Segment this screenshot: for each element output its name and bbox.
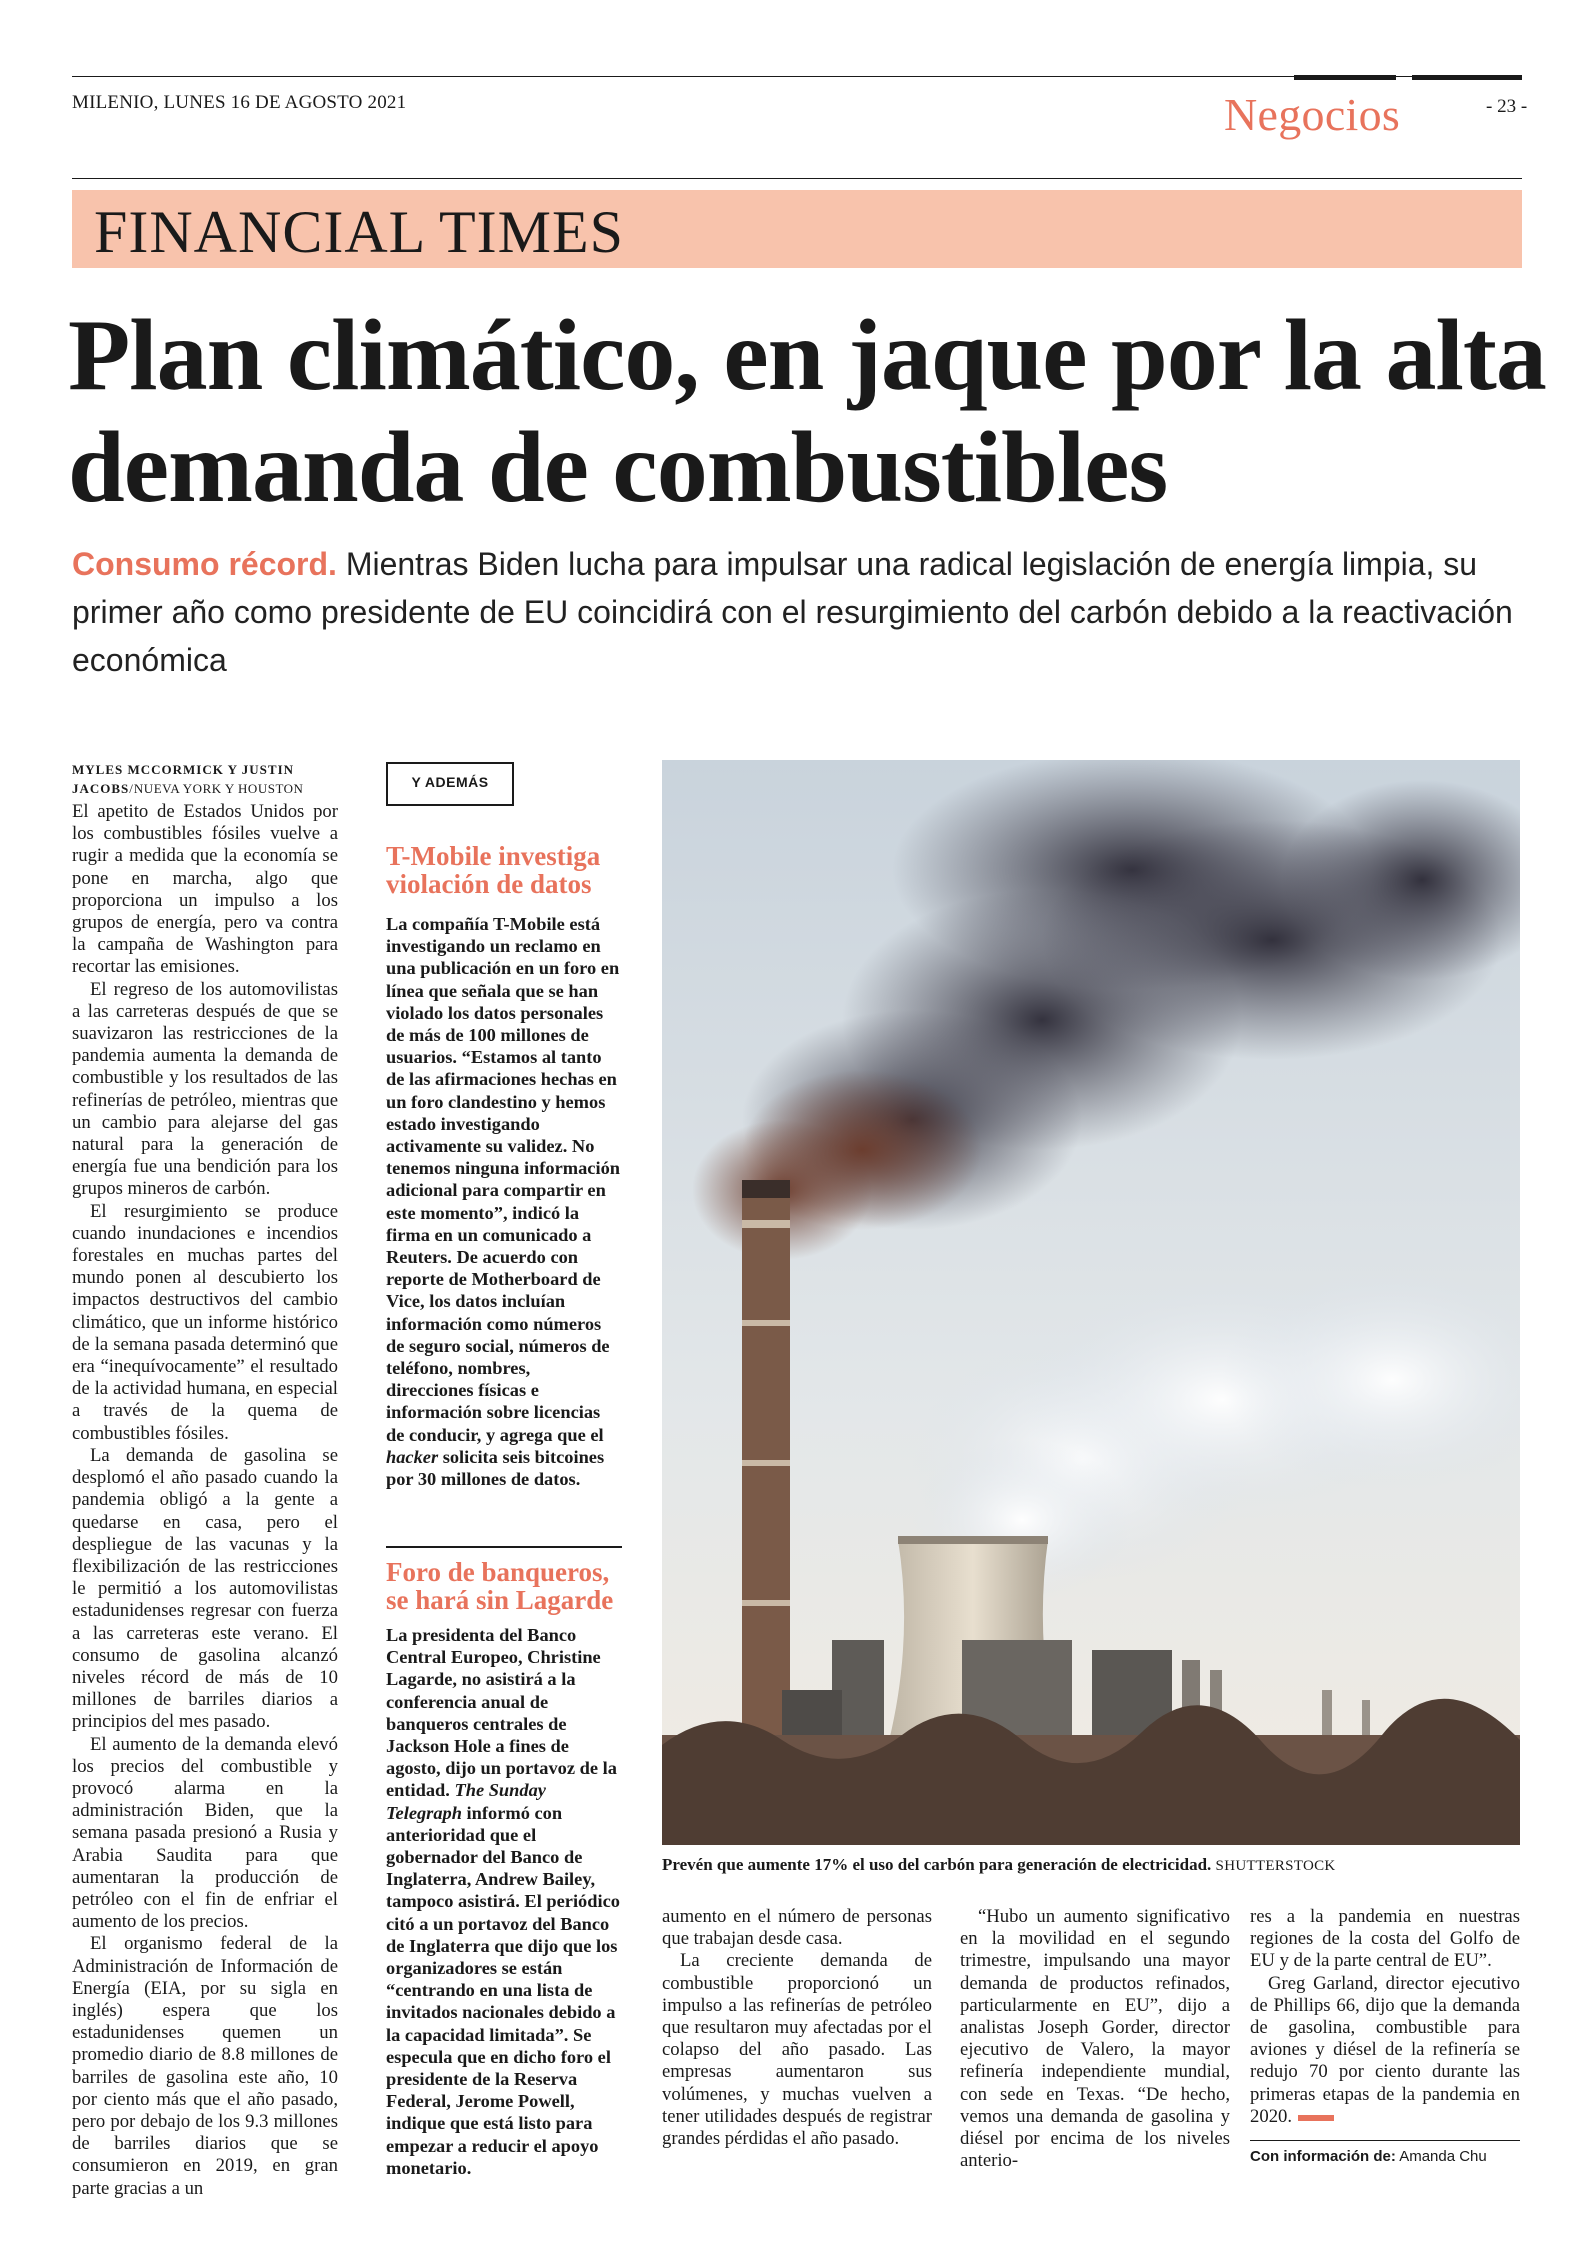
- paragraph: La demanda de gasolina se desplomó el año pasado cuando la pandemia obligó a la gente a quedarse en casa, pero el despliegue de las vacunas y la flexibilización de las restricciones le permitió a los automovilistas estadunidenses regresar con fuerza a las carreteras este verano. El consumo de gasolina alcanzó niveles récord de más de 10 millones de barriles diarios a principios del mes pasado.: [72, 1444, 338, 1733]
- paragraph: El organismo federal de la Administración de Información de Energía (EIA, por su sigla en inglés) espera que los estadunidenses quemen un promedio diario de 8.8 millones de barriles de gasolina este año, 10 por ciento más que el año pasado, pero por debajo de los 9.3 millones de barriles diarios que se consumieron en 2019, en gran parte gracias a un: [72, 1933, 338, 2199]
- article-column-1: [72, 801, 338, 2200]
- article-column-3: [662, 1906, 932, 2150]
- section-name: Negocios: [1224, 89, 1401, 140]
- paragraph: [1250, 1973, 1520, 2128]
- headline: Plan climático, en jaque por la alta demanda de combustibles: [68, 299, 1546, 524]
- sidebar-label: Y ADEMÁS: [411, 774, 489, 790]
- brief-text: La presidenta del Banco Central Europeo, Christine Lagarde, no asistirá a la conferencia anual de banqueros centrales de Jackson Hole a fines de agosto, dijo un portavoz de la entidad.: [386, 1625, 617, 1801]
- end-mark: [1298, 2115, 1334, 2121]
- byline-names: MYLES MCCORMICK Y JUSTIN JACOBS: [72, 762, 295, 796]
- deck-text: Mientras Biden lucha para impulsar una radical legislación de energía limpia, su primer año como presidente de EU coincidirá con el resurgimiento del carbón debido a la reactivación económica: [72, 546, 1513, 678]
- caption-text: Prevén que aumente 17% el uso del carbón para generación de electricidad.: [662, 1855, 1212, 1874]
- deck: [72, 540, 1552, 684]
- power-plant-illustration: [662, 760, 1520, 1845]
- paragraph: La creciente demanda de combustible proporcionó un impulso a las refinerías de petróleo que resultaron muy afectadas por el colapso del año pasado. Las empresas aumentaron sus volúmenes, y muchas vuelven a tener utilidades después de registrar grandes pérdidas el año pasado.: [662, 1950, 932, 2150]
- byline-separator: /: [129, 781, 134, 796]
- article-column-5: [1250, 1906, 1520, 2128]
- paragraph: “Hubo un aumento significativo en la movilidad en el segundo trimestre, impulsando una mayor demanda de productos refinados, particularmente en EU”, dijo a analistas Joseph Gorder, director ejecutivo de Valero, la mayor refinería independiente mundial, con sede en Texas. “De hecho, vemos una demanda de gasolina y diésel por encima de los niveles anterio-: [960, 1906, 1230, 2172]
- masthead-title: FINANCIAL TIMES: [94, 199, 625, 265]
- brief-text: La compañía T-Mobile está investigando un reclamo en una publicación en un foro en línea que señala que se han violado los datos personales de más de 100 millones de usuarios. “Estamos al tanto de las afirmaciones hechas en un foro clandestino y hemos estado investigando activamente su validez. No tenemos ninguna información adicional para compartir en este momento”, indicó la firma en un comunicado a Reuters. De acuerdo con reporte de Motherboard de Vice, los datos incluían información como números de seguro social, números de teléfono, nombres, direcciones físicas e información sobre licencias de conducir, y agrega que el: [386, 914, 620, 1445]
- paragraph: res a la pandemia en nuestras regiones de la costa del Golfo de EU y de la parte central de EU”.: [1250, 1906, 1520, 1972]
- power-plant-photo: [662, 760, 1520, 1845]
- brief-body: [386, 913, 622, 1490]
- header-accent-bar: [1412, 75, 1522, 80]
- brief-title: T-Mobile investiga violación de datos: [386, 841, 601, 899]
- brief-paragraph: [386, 913, 622, 1490]
- brief-divider: [386, 1546, 622, 1548]
- folio-date: MILENIO, LUNES 16 DE AGOSTO 2021: [72, 92, 407, 113]
- photo-credit: SHUTTERSTOCK: [1215, 1858, 1336, 1874]
- credit-rule: [1250, 2140, 1520, 2141]
- article-column-4: [960, 1906, 1230, 2172]
- brief-body: [386, 1624, 622, 2179]
- brief-paragraph: [386, 1624, 622, 2179]
- brief-text: informó con anterioridad que el gobernador del Banco de Inglaterra, Andrew Bailey, tampoco asistirá. El periódico citó a un portavoz del Banco de Inglaterra que dijo que los organizadores se están “centrando en una lista de invitados nacionales debido a la capacidad limitada”. Se especula que en dicho foro el presidente de la Reserva Federal, Jerome Powell, indique que está listo para empezar a reducir el apoyo monetario.: [386, 1802, 620, 2178]
- paragraph: El apetito de Estados Unidos por los combustibles fósiles vuelve a rugir a medida que la economía se pone en marcha, algo que proporciona un impulso a los grupos de energía, pero va contra la campaña de Washington para recortar las emisiones.: [72, 801, 338, 978]
- brief-text: solicita seis bitcoines por 30 millones de datos.: [386, 1446, 605, 1490]
- photo-caption: [662, 1854, 1520, 1877]
- masthead-band: [72, 190, 1522, 268]
- sidebar-label-box: [386, 762, 514, 806]
- credit-label: Con información de:: [1250, 2148, 1396, 2165]
- byline: [72, 760, 338, 798]
- header-rule: [72, 178, 1522, 179]
- brief-emphasis: The Sunday Telegraph: [386, 1780, 546, 1823]
- brief-emphasis: hacker: [386, 1446, 439, 1467]
- credit-line: [1250, 2148, 1520, 2165]
- paragraph: El aumento de la demanda elevó los precios del combustible y provocó alarma en la administración Biden, que la semana pasada presionó a Rusia y Arabia Saudita para que aumentaran la producción de petróleo con el fin de enfriar el aumento de los precios.: [72, 1733, 338, 1933]
- byline-place: NUEVA YORK Y HOUSTON: [133, 781, 304, 796]
- paragraph: El resurgimiento se produce cuando inundaciones e incendios forestales en muchas partes del mundo ponen al descubierto los impactos destructivos del cambio climático, que un informe histórico de la semana pasada determinó que era “inequívocamente” el resultado de la actividad humana, en especial a través de la quema de combustibles fósiles.: [72, 1200, 338, 1444]
- page-number: - 23 -: [1486, 96, 1528, 117]
- header-accent-bar: [1294, 75, 1396, 80]
- deck-lead: Consumo récord.: [72, 546, 337, 582]
- paragraph: El regreso de los automovilistas a las carreteras después de que se suavizaron las restricciones de la pandemia aumenta la demanda de combustible y los resultados de las refinerías de petróleo, mientras que un cambio para alejarse del gas natural para la generación de energía fue una bendición para los grupos mineros de carbón.: [72, 978, 338, 1200]
- paragraph-text: Greg Garland, director ejecutivo de Phillips 66, dijo que la demanda de gasolina, combustible para aviones y diésel de la refinería se redujo 70 por ciento durante las primeras etapas de la pandemia en 2020.: [1250, 1972, 1520, 2127]
- paragraph: aumento en el número de personas que trabajan desde casa.: [662, 1906, 932, 1950]
- brief-title: Foro de banqueros, se hará sin Lagarde: [386, 1557, 614, 1615]
- credit-name: Amanda Chu: [1399, 2148, 1487, 2165]
